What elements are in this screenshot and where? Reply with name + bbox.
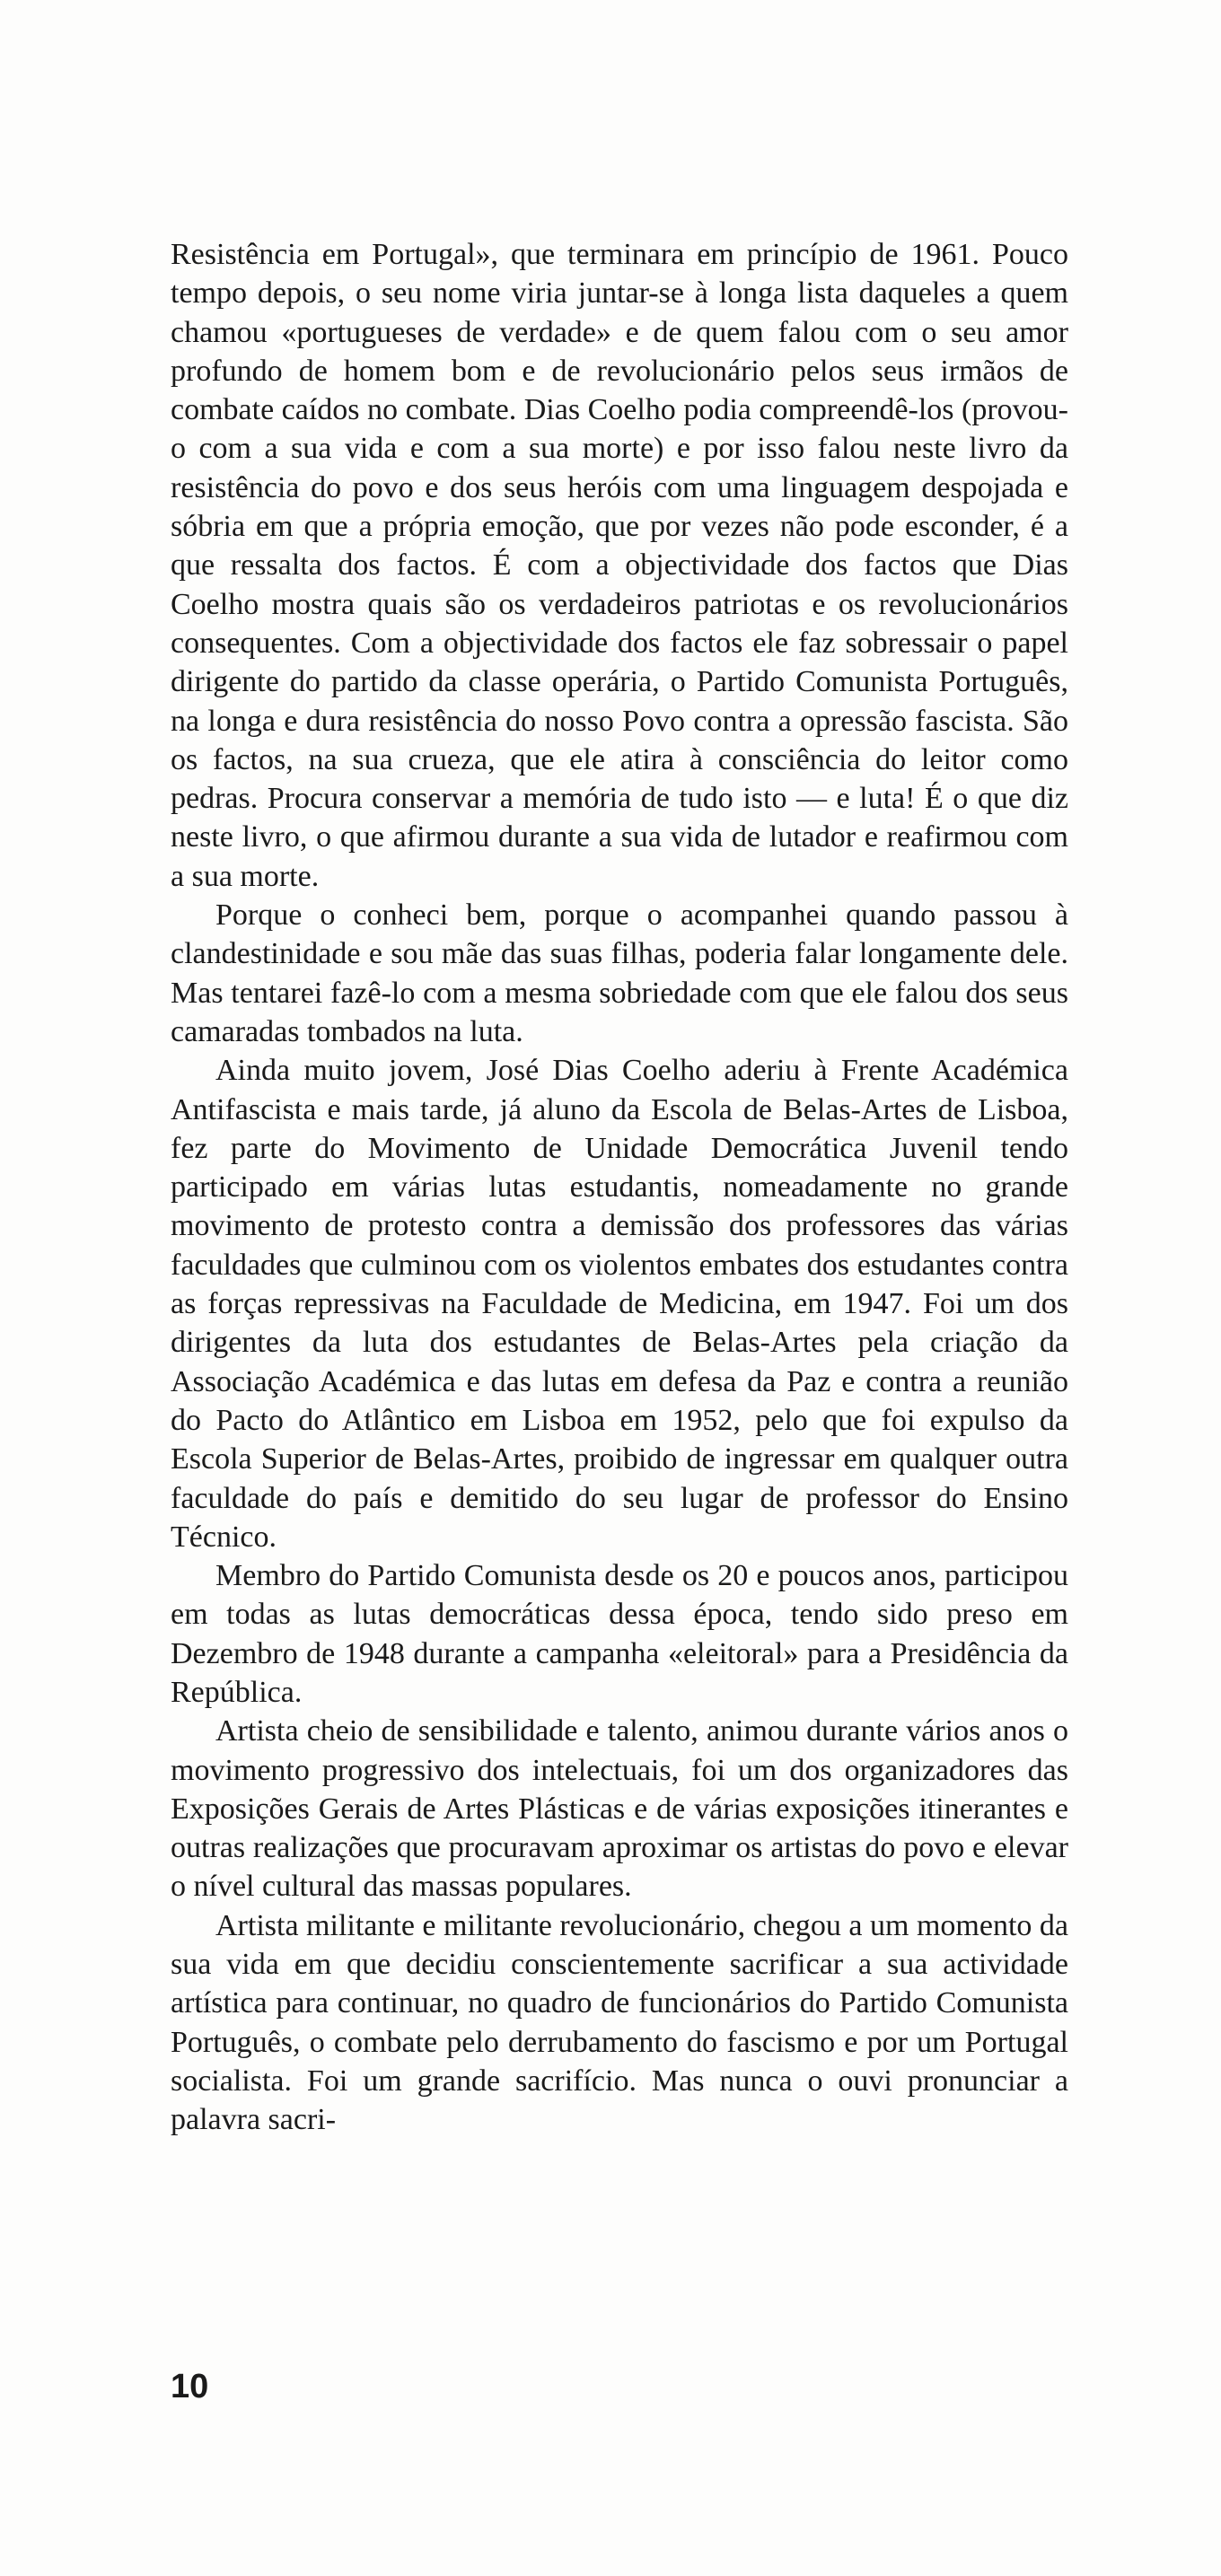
paragraph-continued: Resistência em Portugal», que terminara em princípio de 1961. Pouco tempo depois, o seu nome viria juntar-se à longa lista daqueles a quem chamou «portugueses de verdade» e de quem falou com o seu amor profundo de homem bom e de revolucionário pelos seus irmãos de combate caídos no combate. Dias Coelho podia compreendê-los (provou-o com a sua vida e com a sua morte) e por isso falou neste livro da resistência do povo e dos seus heróis com uma linguagem despojada e sóbria em que a própria emoção, que por vezes não pode esconder, é a que ressalta dos factos. É com a objectividade dos factos que Dias Coelho mostra quais são os verdadeiros patriotas e os revolucionários consequentes. Com a objectividade dos factos ele faz sobressair o papel dirigente do partido da classe operária, o Partido Comunista Português, na longa e dura resistência do nosso Povo contra a opressão fascista. São os factos, na sua crueza, que ele atira à consciência do leitor como pedras. Procura conservar a memória de tudo isto — e luta! É o que diz neste livro, o que afirmou durante a sua vida de lutador e reafirmou com a sua morte. — [171, 238, 1068, 893]
paragraph: Artista cheio de sensibilidade e talento, animou durante vários anos o movimento progressivo dos intelectuais, foi um dos organizadores das Exposições Gerais de Artes Plásticas e de várias exposições itinerantes e outras realizações que procuravam aproximar os artistas do povo e elevar o nível cultural das massas populares. — [171, 1714, 1068, 1904]
body-text — [171, 235, 1068, 2140]
paragraph: Ainda muito jovem, José Dias Coelho aderiu à Frente Académica Antifascista e mais tarde, já aluno da Escola de Belas-Artes de Lisboa, fez parte do Movimento de Unidade Democrática Juvenil tendo participado em várias lutas estudantis, nomeadamente no grande movimento de protesto contra a demissão dos professores das várias faculdades que culminou com os violentos embates dos estudantes contra as forças repressivas na Faculdade de Medicina, em 1947. Foi um dos dirigentes da luta dos estudantes de Belas-Artes pela criação da Associação Académica e das lutas em defesa da Paz e contra a reunião do Pacto do Atlântico em Lisboa em 1952, pelo que foi expulso da Escola Superior de Belas-Artes, proibido de ingressar em qualquer outra faculdade do país e demitido do seu lugar de professor do Ensino Técnico. — [171, 1054, 1068, 1554]
paragraph: Membro do Partido Comunista desde os 20 e poucos anos, participou em todas as lutas democráticas dessa época, tendo sido preso em Dezembro de 1948 durante a campanha «eleitoral» para a Presidência da República. — [171, 1559, 1068, 1709]
paragraph: Porque o conheci bem, porque o acompanhei quando passou à clandestinidade e sou mãe das suas filhas, poderia falar longamente dele. Mas tentarei fazê-lo com a mesma sobriedade com que ele falou dos seus camaradas tombados na luta. — [171, 898, 1068, 1048]
paragraph-last: Artista militante e militante revolucionário, chegou a um momento da sua vida em que decidiu conscientemente sacrificar a sua actividade artística para continuar, no quadro de funcionários do Partido Comunista Português, o combate pelo derrubamento do fascismo e por um Portugal socialista. Foi um grande sacrifício. Mas nunca o ouvi pronunciar a palavra sacri- — [171, 1908, 1068, 2137]
page-number: 10 — [171, 2368, 209, 2405]
